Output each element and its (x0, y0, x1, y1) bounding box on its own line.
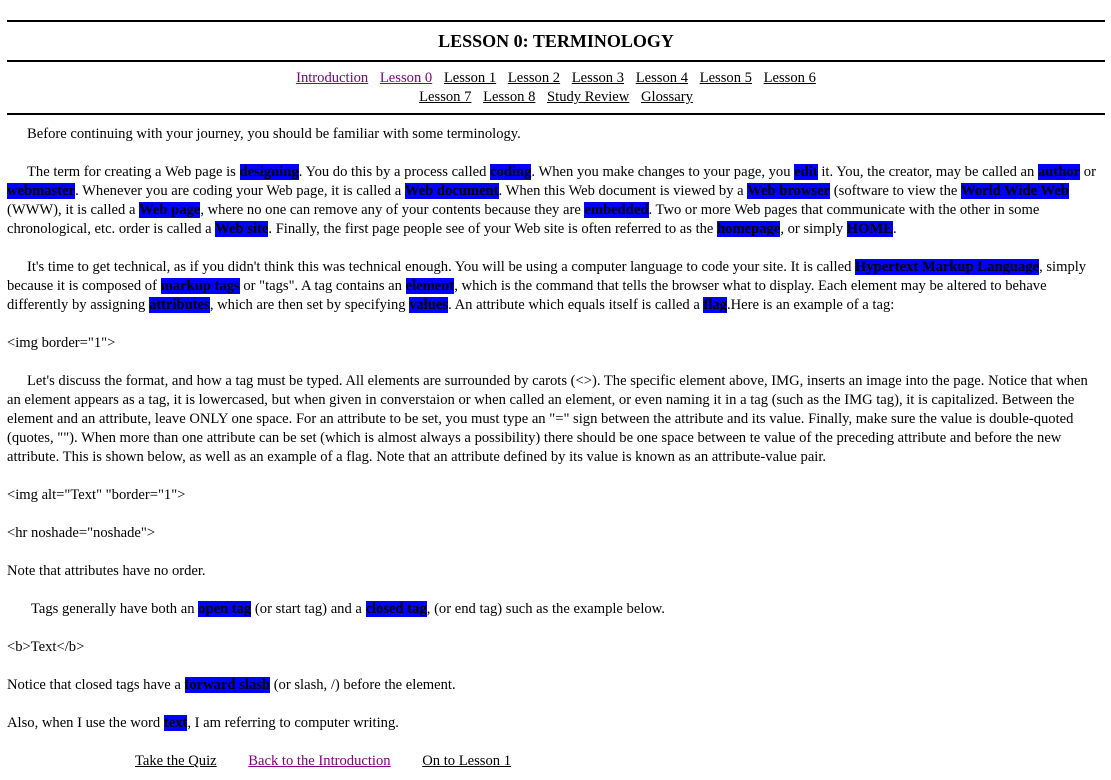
term-coding: coding (490, 164, 532, 180)
page-title: LESSON 0: TERMINOLOGY (438, 31, 674, 51)
text-run: , or simply (780, 221, 847, 237)
tags-paragraph (7, 600, 1105, 619)
text-run: Notice that closed tags have a (7, 677, 185, 693)
text-run: . Finally, the first page people see of your Web site is often referred to as the (268, 221, 718, 237)
nav-row-2 (7, 88, 1105, 107)
term-markup-tags: markup tags (160, 278, 240, 294)
text-run: or (1080, 164, 1096, 180)
text-run: , which is the command that tells the browser what to display. Each element may be altered to behave differently by assigning (7, 278, 1047, 313)
text-run: , (or end tag) such as the example below. (426, 601, 665, 617)
intro-paragraph: Before continuing with your journey, you should be familiar with some terminology. (27, 126, 521, 142)
terminology-paragraph (7, 163, 1105, 239)
term-web-page: Web page (139, 202, 201, 218)
nav-lesson-3[interactable]: Lesson 3 (571, 70, 625, 86)
text-run: . An attribute which equals itself is called a (448, 297, 704, 313)
text-run: . When this Web document is viewed by a (498, 183, 748, 199)
nav-lesson-6[interactable]: Lesson 6 (763, 70, 816, 86)
text-run: or "tags". A tag contains an (239, 278, 406, 294)
term-world-wide-web: World Wide Web (961, 183, 1069, 199)
text-run: It's time to get technical, as if you didn't think this was technical enough. You will be using a computer language to code your site. It is called (27, 259, 856, 275)
text-paragraph (7, 714, 1105, 733)
term-webmaster: webmaster (7, 183, 76, 199)
slash-paragraph (7, 676, 1105, 695)
term-edit: edit (794, 164, 818, 180)
text-run: . You do this by a process called (298, 164, 491, 180)
text-run: . When you make changes to your page, you (531, 164, 795, 180)
text-run: . (893, 221, 897, 237)
text-run: The term for creating a Web page is (27, 164, 240, 180)
term-forward-slash: forward slash (184, 677, 271, 693)
term-values: values (409, 297, 449, 313)
term-author: author (1037, 164, 1081, 180)
nav-lesson-1[interactable]: Lesson 1 (443, 70, 497, 86)
term-flag: flag (703, 297, 727, 313)
term-designing: designing (239, 164, 299, 180)
text-run: , simply because it is composed of (7, 259, 1087, 294)
nav-study-review[interactable]: Study Review (547, 89, 630, 105)
take-quiz-link[interactable]: Take the Quiz (135, 753, 217, 769)
text-run: (or slash, /) before the element. (270, 677, 456, 693)
term-closed-tag: closed tag (365, 601, 427, 617)
term-web-site: Web site (215, 221, 269, 237)
text-run: , where no one can remove any of your contents because they are (200, 202, 585, 218)
lesson-nav (7, 62, 1105, 113)
text-run: (WWW), it is called a (7, 202, 140, 218)
nav-lesson-2[interactable]: Lesson 2 (507, 70, 561, 86)
nav-introduction[interactable]: Introduction (296, 70, 369, 86)
code-example-hr: <hr noshade="noshade"> (7, 525, 156, 541)
code-example-bold: <b>Text</b> (7, 639, 85, 655)
format-paragraph: Let's discuss the format, and how a tag must be typed. All elements are surrounded by carots (<>). The specific element above, IMG, inserts an image into the page. Notice that when an element appears as a tag, it is lowercased, but when given in converstaion or when called an element, or even naming it in a tag (such as the IMG tag), it is capitalized. Between the element and an attribute, leave ONLY one space. For an attribute to be set, you must type an "=" sign between the attribute and its value. Finally, make sure the value is double-quoted (quotes, ""). When more than one attribute can be set (which is almost always a possibility) there should be one space between te value of the preceding attribute and before the new attribute. This is shown below, as well as an example of a flag. Note that an attribute defined by its value is known as an attribute-value pair. (7, 373, 1088, 465)
text-run: , which are then set by specifying (209, 297, 410, 313)
nav-row-1 (7, 69, 1105, 88)
code-example-img: <img border="1"> (7, 335, 116, 351)
nav-lesson-8[interactable]: Lesson 8 (483, 89, 536, 105)
code-example-img-alt: <img alt="Text" "border="1"> (7, 487, 186, 503)
text-run: . Two or more Web pages that communicate with the other in some chronological, etc. order is called a (7, 202, 1040, 237)
term-web-browser: Web browser (747, 183, 831, 199)
lesson-content (7, 115, 1105, 771)
text-run: Tags generally have both an (31, 601, 199, 617)
term-embedded: embedded (584, 202, 649, 218)
text-run: (software to view the (830, 183, 962, 199)
nav-lesson-0[interactable]: Lesson 0 (379, 70, 433, 86)
text-run: .Here is an example of a tag: (726, 297, 895, 313)
term-element: element (405, 278, 455, 294)
nav-lesson-4[interactable]: Lesson 4 (635, 70, 688, 86)
nav-glossary[interactable]: Glossary (640, 89, 693, 105)
nav-lesson-5[interactable]: Lesson 5 (699, 70, 752, 86)
text-run: (or start tag) and a (251, 601, 366, 617)
term-html: Hypertext Markup Language (855, 259, 1040, 275)
term-open-tag: open tag (198, 601, 252, 617)
text-run: it. You, the creator, may be called an (817, 164, 1038, 180)
back-to-intro-link[interactable]: Back to the Introduction (248, 753, 391, 769)
term-web-document: Web document (404, 183, 499, 199)
technical-paragraph (7, 258, 1105, 315)
text-run: . Whenever you are coding your Web page, it is called a (75, 183, 405, 199)
bottom-nav (7, 752, 1105, 771)
text-run: , I am referring to computer writing. (187, 715, 399, 731)
next-lesson-link[interactable]: On to Lesson 1 (422, 753, 511, 769)
term-home: HOME (846, 221, 894, 237)
text-run: Also, when I use the word (7, 715, 164, 731)
term-text: text (163, 715, 188, 731)
term-attributes: attributes (149, 297, 210, 313)
attribute-order-note: Note that attributes have no order. (7, 563, 206, 579)
term-homepage: homepage (717, 221, 781, 237)
nav-lesson-7[interactable]: Lesson 7 (419, 89, 472, 105)
